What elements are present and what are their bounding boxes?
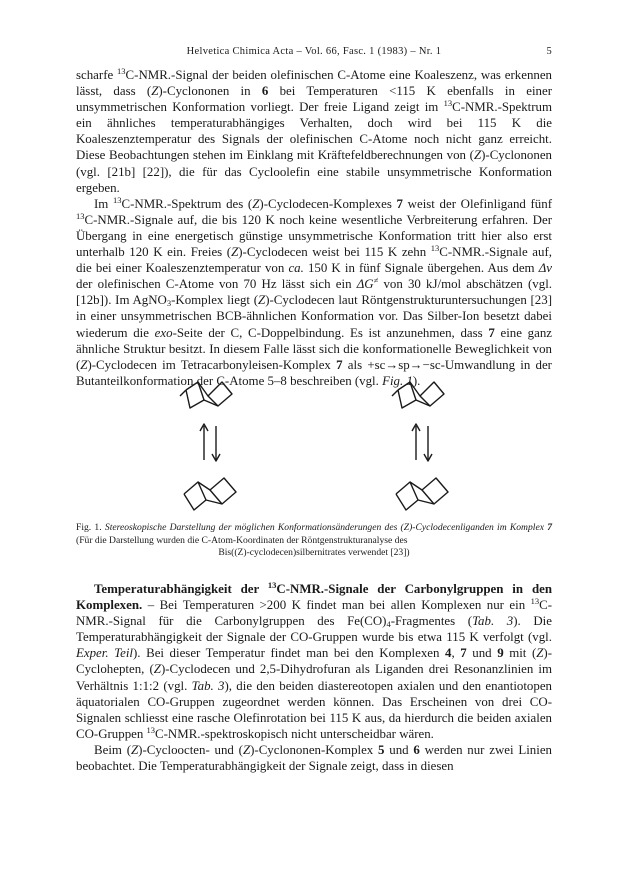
molecule-left-top	[180, 382, 232, 408]
paragraph-1: scharfe $^{13}$C-NMR.-Signal der beiden olefinischen C-Atome eine Koaleszenz, was erkennen lässt, dass (Z)-Cyclononen in 6 bei Temperaturen <115 K ebenfalls in einer unsymmetrischen Konformation vorliegt. Der freie Ligand zeigt im $^{13}$C-NMR.-Spektrum ein ähnliches temperaturabhängiges Verhalten, doch wird bei 115 K die Koaleszenztemperatur des Signals der olefinischen C-Atome noch nicht ganz erreicht. Diese Beobachtungen stehen im Einklang mit Kräftefeldberechnungen von (Z)-Cyclononen (vgl. [21b] [22]), die für das Cycloolefin eine stabile unsymmetrische Konformation ergeben.	[76, 66, 553, 195]
molecule-right-bottom	[396, 478, 448, 510]
figure-1	[76, 378, 552, 518]
running-header	[76, 46, 552, 62]
paragraph-3: Temperaturabhängigkeit der $^{13}$C-NMR.-Signale der Carbonylgruppen in den Komplexen. – Bei Temperaturen >200 K findet man bei allen Komplexen nur ein $^{13}$C-NMR.-Signal für die Carbonylgruppen des $Fe(CO)_4$-Fragmentes (Tab. 3). Die Temperaturabhängigkeit der Signale der CO-Gruppen wurde bis etwa 115 K verfolgt (vgl. Exper. Teil). Bei dieser Temperatur findet man bei den Komplexen 4, 7 und 9 mit (Z)-Cyclohepten, (Z)-Cyclodecen und 2,5-Dihydrofuran als Liganden drei Resonanzlinien im Verhältnis 1:1:2 (vgl. Tab. 3), die den beiden diastereotopen axialen und den enantiotopen äquatorialen CO-Gruppen zugeordnet werden können. Das Erscheinen von drei CO-Signalen schliesst eine rasche Olefinrotation bei 115 K aus, da hierdurch die beiden axialen CO-Gruppen $^{13}$C-NMR.-spektroskopisch nicht unterscheidbar wären.	[76, 580, 553, 741]
journal-title: Helvetica Chimica Acta – Vol. 66, Fasc. 1 (1983) – Nr. 1	[186, 46, 442, 57]
molecule-left-bottom	[184, 478, 236, 510]
stereo-conformation-drawing	[76, 378, 552, 518]
page-number: 5	[546, 46, 552, 57]
arrows-right	[412, 424, 432, 461]
body-text-top	[76, 67, 552, 389]
paragraph-2: Im $^{13}$C-NMR.-Spektrum des (Z)-Cyclodecen-Komplexes 7 weist der Olefinligand fünf $^{13}$C-NMR.-Signale auf, die bis 120 K noch keine wesentliche Verbreiterung erfahren. Der Übergang in eine energetisch günstige unsymmetrische Konformation tritt hier also erst unterhalb 120 K ein. Freies (Z)-Cyclodecen weist bei 115 K zehn $^{13}$C-NMR.-Signale auf, die bei einer Koaleszenztemperatur von ca. 150 K in fünf Signale übergehen. Aus dem Δν der olefinischen C-Atome von 70 Hz lässt sich ein ΔG≠ von 30 kJ/mol abschätzen (vgl. [12b]). Im AgNO$_3$-Komplex liegt (Z)-Cyclodecen laut Röntgenstrukturuntersuchungen [23] in einer unsymmetrischen BCB-ähnlichen Konformation vor. Das Silber-Ion besetzt dabei wiederum die exo-Seite der C, C-Doppelbindung. Es ist anzunehmen, dass 7 eine ganz ähnliche Struktur besitzt. In diesem Falle lässt sich die konformationelle Beweglichkeit von (Z)-Cyclodecen im Tetracarbonyleisen-Komplex 7 als +sc→sp→−sc-Umwandlung in der Butanteilkonformation der C-Atome 5–8 beschreiben (vgl. Fig. 1).	[76, 194, 552, 388]
figure-caption: Fig. 1. Stereoskopische Darstellung der möglichen Konformationsänderungen des (Z)-Cyclodecenliganden im Komplex 7 (Für die Darstellung wurden die C-Atom-Koordinaten der Röntgenstrukturanalyse des Bis((Z)-cyclodecen)silbernitrates verwendet [23])	[76, 522, 553, 558]
caption-title: Stereoskopische Darstellung der möglichen Konformationsänderungen des (Z)-Cyclodecenliganden im Komplex	[104, 522, 544, 533]
arrows-left	[200, 424, 220, 461]
section-heading: Temperaturabhängigkeit der $^{13}$C-NMR.-Signale der Carbonylgruppen in den Komplexen.	[76, 580, 552, 613]
molecule-right-top	[392, 382, 444, 408]
caption-label: Fig. 1.	[76, 522, 102, 533]
paragraph-4: Beim (Z)-Cycloocten- und (Z)-Cyclononen-Komplex 5 und 6 werden nur zwei Linien beobachtet. Die Temperaturabhängigkeit der Signale zeigt, dass in diesen	[76, 742, 552, 774]
body-text-bottom	[76, 581, 552, 774]
